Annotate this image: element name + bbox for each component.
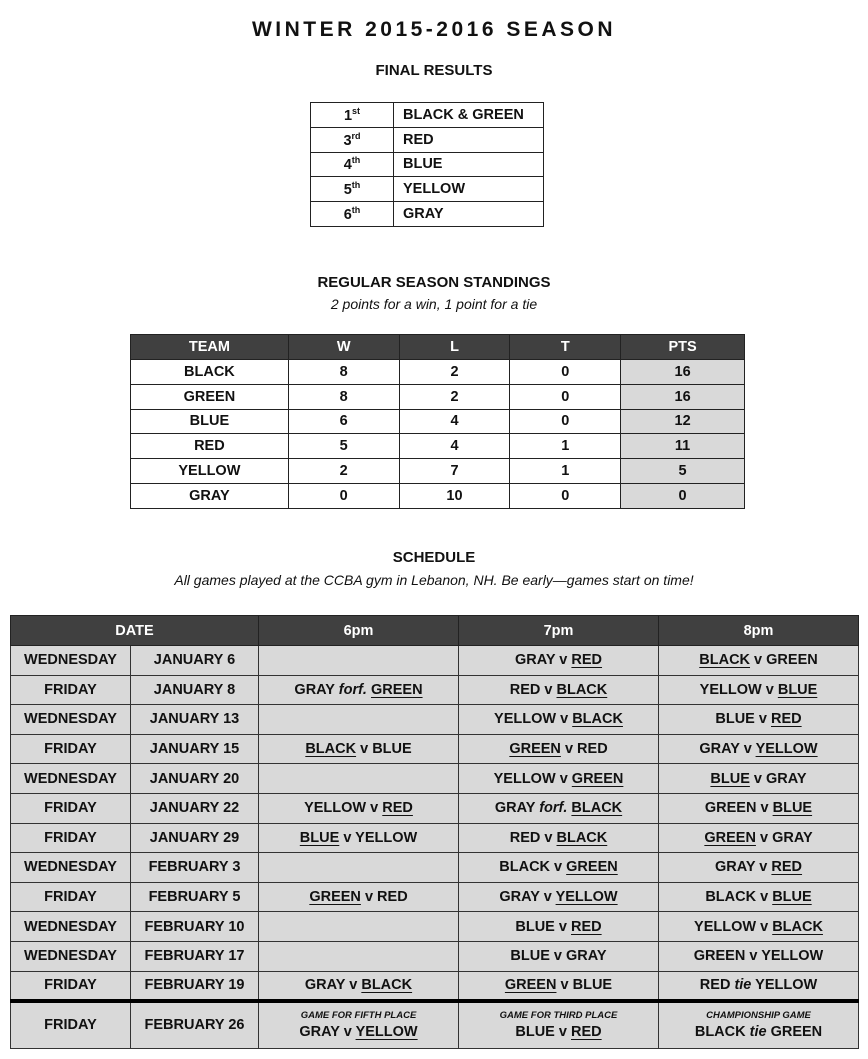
game-cell xyxy=(259,1001,459,1049)
result-separator: v xyxy=(759,829,769,846)
column-header: TEAM xyxy=(131,335,289,360)
ties-cell: 0 xyxy=(510,384,621,409)
team-a: GRAY xyxy=(714,859,756,876)
column-header: 6pm xyxy=(259,616,459,646)
final-results-row xyxy=(311,127,544,152)
wins-cell: 5 xyxy=(288,434,399,459)
team-b: GRAY xyxy=(566,948,607,965)
date-cell: FEBRUARY 19 xyxy=(131,971,259,1001)
final-results-row xyxy=(311,177,544,202)
date-cell: FEBRUARY 17 xyxy=(131,941,259,971)
team-a: YELLOW xyxy=(694,918,757,935)
result-separator: v xyxy=(343,829,352,846)
team-cell: BLUE xyxy=(131,409,289,434)
schedule-row xyxy=(11,912,859,942)
game-cell xyxy=(459,705,659,735)
team-cell: RED xyxy=(394,127,544,152)
game-cell xyxy=(659,882,859,912)
team-a: BLACK xyxy=(499,859,551,876)
team-b: YELLOW xyxy=(755,977,818,994)
result-separator: v xyxy=(560,977,569,994)
ties-cell: 0 xyxy=(510,483,621,508)
losses-cell: 2 xyxy=(399,384,510,409)
game-cell xyxy=(459,941,659,971)
losses-cell: 10 xyxy=(399,483,510,508)
game-cell xyxy=(459,912,659,942)
losses-cell: 7 xyxy=(399,459,510,484)
game-cell xyxy=(659,646,859,676)
team-b: YELLOW xyxy=(355,829,418,846)
result-separator: v xyxy=(364,889,374,906)
place-suffix: th xyxy=(351,155,361,166)
result-separator: forf. xyxy=(338,681,367,698)
schedule-row xyxy=(11,793,859,823)
place-cell xyxy=(311,152,394,177)
schedule-subtitle: All games played at the CCBA gym in Lebanon, NH. Be early—games start on time! xyxy=(174,572,694,588)
points-cell: 12 xyxy=(621,409,745,434)
result-separator: v xyxy=(754,652,763,669)
day-cell: FRIDAY xyxy=(11,1001,131,1049)
game-cell xyxy=(259,882,459,912)
date-cell: JANUARY 15 xyxy=(131,734,259,764)
team-a: YELLOW xyxy=(699,681,762,698)
team-a: BLUE xyxy=(515,1024,555,1041)
day-cell: FRIDAY xyxy=(11,734,131,764)
team-cell: GREEN xyxy=(131,384,289,409)
result-separator: v xyxy=(360,741,369,758)
game-cell xyxy=(459,1001,659,1049)
final-results-row xyxy=(311,202,544,227)
result-separator: v xyxy=(349,977,358,994)
column-header: 7pm xyxy=(459,616,659,646)
place-number: 1 xyxy=(343,107,353,124)
team-b: GREEN xyxy=(566,859,618,876)
game-cell xyxy=(659,1001,859,1049)
empty-game-cell xyxy=(259,646,459,676)
team-cell: YELLOW xyxy=(394,177,544,202)
team-b: GREEN xyxy=(770,1024,823,1041)
place-number: 3 xyxy=(343,132,352,149)
result-separator: v xyxy=(765,681,774,698)
schedule-row xyxy=(11,971,859,1001)
date-cell: JANUARY 20 xyxy=(131,764,259,794)
team-a: RED xyxy=(509,829,541,846)
team-b: GREEN xyxy=(766,652,818,669)
team-b: RED xyxy=(771,859,803,876)
losses-cell: 2 xyxy=(399,360,510,385)
place-number: 4 xyxy=(343,157,352,174)
team-a: GREEN xyxy=(704,800,757,817)
game-cell xyxy=(259,971,459,1001)
game-cell xyxy=(659,705,859,735)
place-number: 5 xyxy=(343,182,352,199)
game-cell xyxy=(459,823,659,853)
team-b: YELLOW xyxy=(761,948,824,965)
day-cell: FRIDAY xyxy=(11,823,131,853)
game-note: CHAMPIONSHIP GAME xyxy=(706,1010,811,1022)
team-cell: BLUE xyxy=(394,152,544,177)
team-a: BLACK xyxy=(694,1024,746,1041)
team-b: BLACK xyxy=(772,918,823,935)
day-cell: FRIDAY xyxy=(11,675,131,705)
team-b: YELLOW xyxy=(355,1024,418,1041)
result-separator: v xyxy=(543,889,552,906)
team-b: BLUE xyxy=(777,681,818,698)
game-cell xyxy=(459,734,659,764)
game-cell xyxy=(259,734,459,764)
day-cell: FRIDAY xyxy=(11,971,131,1001)
empty-game-cell xyxy=(259,941,459,971)
game-note: GAME FOR FIFTH PLACE xyxy=(300,1010,417,1022)
game-cell xyxy=(659,764,859,794)
wins-cell: 0 xyxy=(288,483,399,508)
schedule-row xyxy=(11,705,859,735)
team-b: YELLOW xyxy=(555,889,618,906)
team-a: GRAY xyxy=(699,741,740,758)
empty-game-cell xyxy=(259,853,459,883)
day-cell: FRIDAY xyxy=(11,882,131,912)
team-a: BLACK xyxy=(699,652,751,669)
column-header: L xyxy=(399,335,510,360)
team-a: BLUE xyxy=(299,829,340,846)
result-separator: v xyxy=(544,829,553,846)
team-a: GREEN xyxy=(693,948,746,965)
game-cell xyxy=(659,853,859,883)
team-a: BLUE xyxy=(715,711,755,728)
result-separator: v xyxy=(758,711,767,728)
schedule-row xyxy=(11,646,859,676)
wins-cell: 6 xyxy=(288,409,399,434)
date-cell: FEBRUARY 26 xyxy=(131,1001,259,1049)
team-a: GRAY xyxy=(499,889,540,906)
result-separator: v xyxy=(558,1024,567,1041)
place-number: 6 xyxy=(343,207,352,224)
game-cell xyxy=(659,675,859,705)
result-separator: v xyxy=(553,948,562,965)
points-cell: 16 xyxy=(621,360,745,385)
game-cell xyxy=(459,675,659,705)
team-a: GREEN xyxy=(704,829,756,846)
ties-cell: 1 xyxy=(510,434,621,459)
game-cell xyxy=(459,646,659,676)
column-header: DATE xyxy=(11,616,259,646)
game-cell xyxy=(459,793,659,823)
ties-cell: 0 xyxy=(510,360,621,385)
result-separator: tie xyxy=(749,1024,767,1041)
standings-row xyxy=(131,409,745,434)
team-b: BLUE xyxy=(372,741,412,758)
team-a: GRAY xyxy=(294,681,335,698)
column-header: 8pm xyxy=(659,616,859,646)
place-cell xyxy=(311,103,394,128)
page-title: WINTER 2015-2016 SEASON xyxy=(251,18,617,41)
team-cell: BLACK & GREEN xyxy=(394,103,544,128)
standings-row xyxy=(131,459,745,484)
result-separator: v xyxy=(544,681,553,698)
wins-cell: 2 xyxy=(288,459,399,484)
game-cell xyxy=(259,793,459,823)
empty-game-cell xyxy=(259,705,459,735)
team-b: GRAY xyxy=(772,829,813,846)
team-a: RED xyxy=(509,681,541,698)
team-a: YELLOW xyxy=(494,711,557,728)
final-results-row xyxy=(311,103,544,128)
wins-cell: 8 xyxy=(288,360,399,385)
day-cell: WEDNESDAY xyxy=(11,912,131,942)
team-b: GRAY xyxy=(766,770,807,787)
result-separator: v xyxy=(554,859,563,876)
result-separator: v xyxy=(759,859,768,876)
team-b: BLUE xyxy=(772,889,812,906)
game-cell xyxy=(659,971,859,1001)
team-cell: GRAY xyxy=(131,483,289,508)
result-separator: v xyxy=(760,918,769,935)
date-cell: FEBRUARY 5 xyxy=(131,882,259,912)
date-cell: JANUARY 22 xyxy=(131,793,259,823)
team-b: BLUE xyxy=(772,800,813,817)
standings-row xyxy=(131,384,745,409)
result-separator: v xyxy=(559,770,568,787)
date-cell: JANUARY 29 xyxy=(131,823,259,853)
game-cell xyxy=(459,882,659,912)
game-cell xyxy=(259,823,459,853)
empty-game-cell xyxy=(259,912,459,942)
final-results-row xyxy=(311,152,544,177)
place-suffix: th xyxy=(351,205,361,216)
team-b: BLACK xyxy=(556,829,608,846)
team-cell: GRAY xyxy=(394,202,544,227)
date-cell: JANUARY 6 xyxy=(131,646,259,676)
team-cell: BLACK xyxy=(131,360,289,385)
schedule-row xyxy=(11,675,859,705)
standings-subtitle: 2 points for a win, 1 point for a tie xyxy=(330,296,538,312)
team-b: YELLOW xyxy=(755,741,818,758)
date-cell: FEBRUARY 10 xyxy=(131,912,259,942)
standings-table xyxy=(130,334,745,509)
game-cell xyxy=(659,941,859,971)
place-cell xyxy=(311,202,394,227)
points-cell: 16 xyxy=(621,384,745,409)
team-b: RED xyxy=(571,918,602,935)
team-b: GREEN xyxy=(370,681,423,698)
result-separator: v xyxy=(749,948,758,965)
result-separator: v xyxy=(753,770,762,787)
game-cell xyxy=(659,793,859,823)
team-a: BLACK xyxy=(305,741,357,758)
place-suffix: th xyxy=(351,180,361,191)
schedule-table xyxy=(10,615,859,1049)
team-a: RED xyxy=(699,977,731,994)
team-b: BLACK xyxy=(361,977,413,994)
points-cell: 5 xyxy=(621,459,745,484)
team-a: BLUE xyxy=(510,948,550,965)
day-cell: WEDNESDAY xyxy=(11,646,131,676)
game-note: GAME FOR THIRD PLACE xyxy=(499,1010,618,1022)
result-separator: v xyxy=(559,652,568,669)
team-b: RED xyxy=(377,889,408,906)
team-a: YELLOW xyxy=(493,770,556,787)
standings-row xyxy=(131,483,745,508)
team-cell: YELLOW xyxy=(131,459,289,484)
final-results-table xyxy=(310,102,544,227)
game-cell xyxy=(459,971,659,1001)
team-a: GREEN xyxy=(504,977,557,994)
game-cell xyxy=(259,675,459,705)
team-b: RED xyxy=(771,711,802,728)
schedule-row xyxy=(11,853,859,883)
empty-game-cell xyxy=(259,764,459,794)
losses-cell: 4 xyxy=(399,409,510,434)
team-b: RED xyxy=(571,652,603,669)
standings-row xyxy=(131,434,745,459)
schedule-row xyxy=(11,882,859,912)
team-a: BLUE xyxy=(710,770,750,787)
team-a: GRAY xyxy=(514,652,556,669)
column-header: PTS xyxy=(621,335,745,360)
points-cell: 0 xyxy=(621,483,745,508)
result-separator: v xyxy=(564,741,574,758)
team-b: BLACK xyxy=(556,681,608,698)
game-cell xyxy=(459,853,659,883)
day-cell: WEDNESDAY xyxy=(11,764,131,794)
team-b: RED xyxy=(382,800,413,817)
schedule-row xyxy=(11,734,859,764)
ties-cell: 1 xyxy=(510,459,621,484)
game-cell xyxy=(659,734,859,764)
result-separator: v xyxy=(760,800,769,817)
game-cell xyxy=(459,764,659,794)
team-b: BLACK xyxy=(571,800,623,817)
schedule-heading: SCHEDULE xyxy=(392,549,476,566)
place-cell xyxy=(311,127,394,152)
game-cell xyxy=(659,912,859,942)
date-cell: JANUARY 13 xyxy=(131,705,259,735)
day-cell: WEDNESDAY xyxy=(11,853,131,883)
column-header: W xyxy=(288,335,399,360)
team-cell: RED xyxy=(131,434,289,459)
team-a: BLUE xyxy=(515,918,555,935)
place-cell xyxy=(311,177,394,202)
team-a: GRAY xyxy=(299,1024,340,1041)
losses-cell: 4 xyxy=(399,434,510,459)
result-separator: v xyxy=(343,1024,352,1041)
day-cell: WEDNESDAY xyxy=(11,941,131,971)
result-separator: tie xyxy=(734,977,752,994)
team-a: GREEN xyxy=(309,889,361,906)
schedule-row xyxy=(11,941,859,971)
date-cell: JANUARY 8 xyxy=(131,675,259,705)
team-a: GRAY xyxy=(494,800,536,817)
points-cell: 11 xyxy=(621,434,745,459)
wins-cell: 8 xyxy=(288,384,399,409)
column-header: T xyxy=(510,335,621,360)
standings-row xyxy=(131,360,745,385)
team-a: BLACK xyxy=(705,889,757,906)
result-separator: v xyxy=(558,918,567,935)
result-separator: v xyxy=(370,800,379,817)
team-b: BLACK xyxy=(572,711,623,728)
game-cell xyxy=(659,823,859,853)
schedule-row xyxy=(11,764,859,794)
place-suffix: rd xyxy=(351,130,361,141)
day-cell: FRIDAY xyxy=(11,793,131,823)
team-a: YELLOW xyxy=(304,800,367,817)
team-b: RED xyxy=(577,741,608,758)
schedule-final-row xyxy=(11,1001,859,1049)
place-suffix: st xyxy=(352,105,361,116)
day-cell: WEDNESDAY xyxy=(11,705,131,735)
team-b: RED xyxy=(571,1024,602,1041)
result-separator: v xyxy=(560,711,569,728)
team-b: BLUE xyxy=(572,977,613,994)
result-separator: v xyxy=(760,889,769,906)
final-results-heading: FINAL RESULTS xyxy=(375,62,493,79)
standings-heading: REGULAR SEASON STANDINGS xyxy=(317,274,551,291)
ties-cell: 0 xyxy=(510,409,621,434)
team-a: GRAY xyxy=(304,977,346,994)
date-cell: FEBRUARY 3 xyxy=(131,853,259,883)
result-separator: forf. xyxy=(539,800,568,817)
team-a: GREEN xyxy=(509,741,561,758)
team-b: GREEN xyxy=(571,770,624,787)
schedule-row xyxy=(11,823,859,853)
result-separator: v xyxy=(743,741,752,758)
